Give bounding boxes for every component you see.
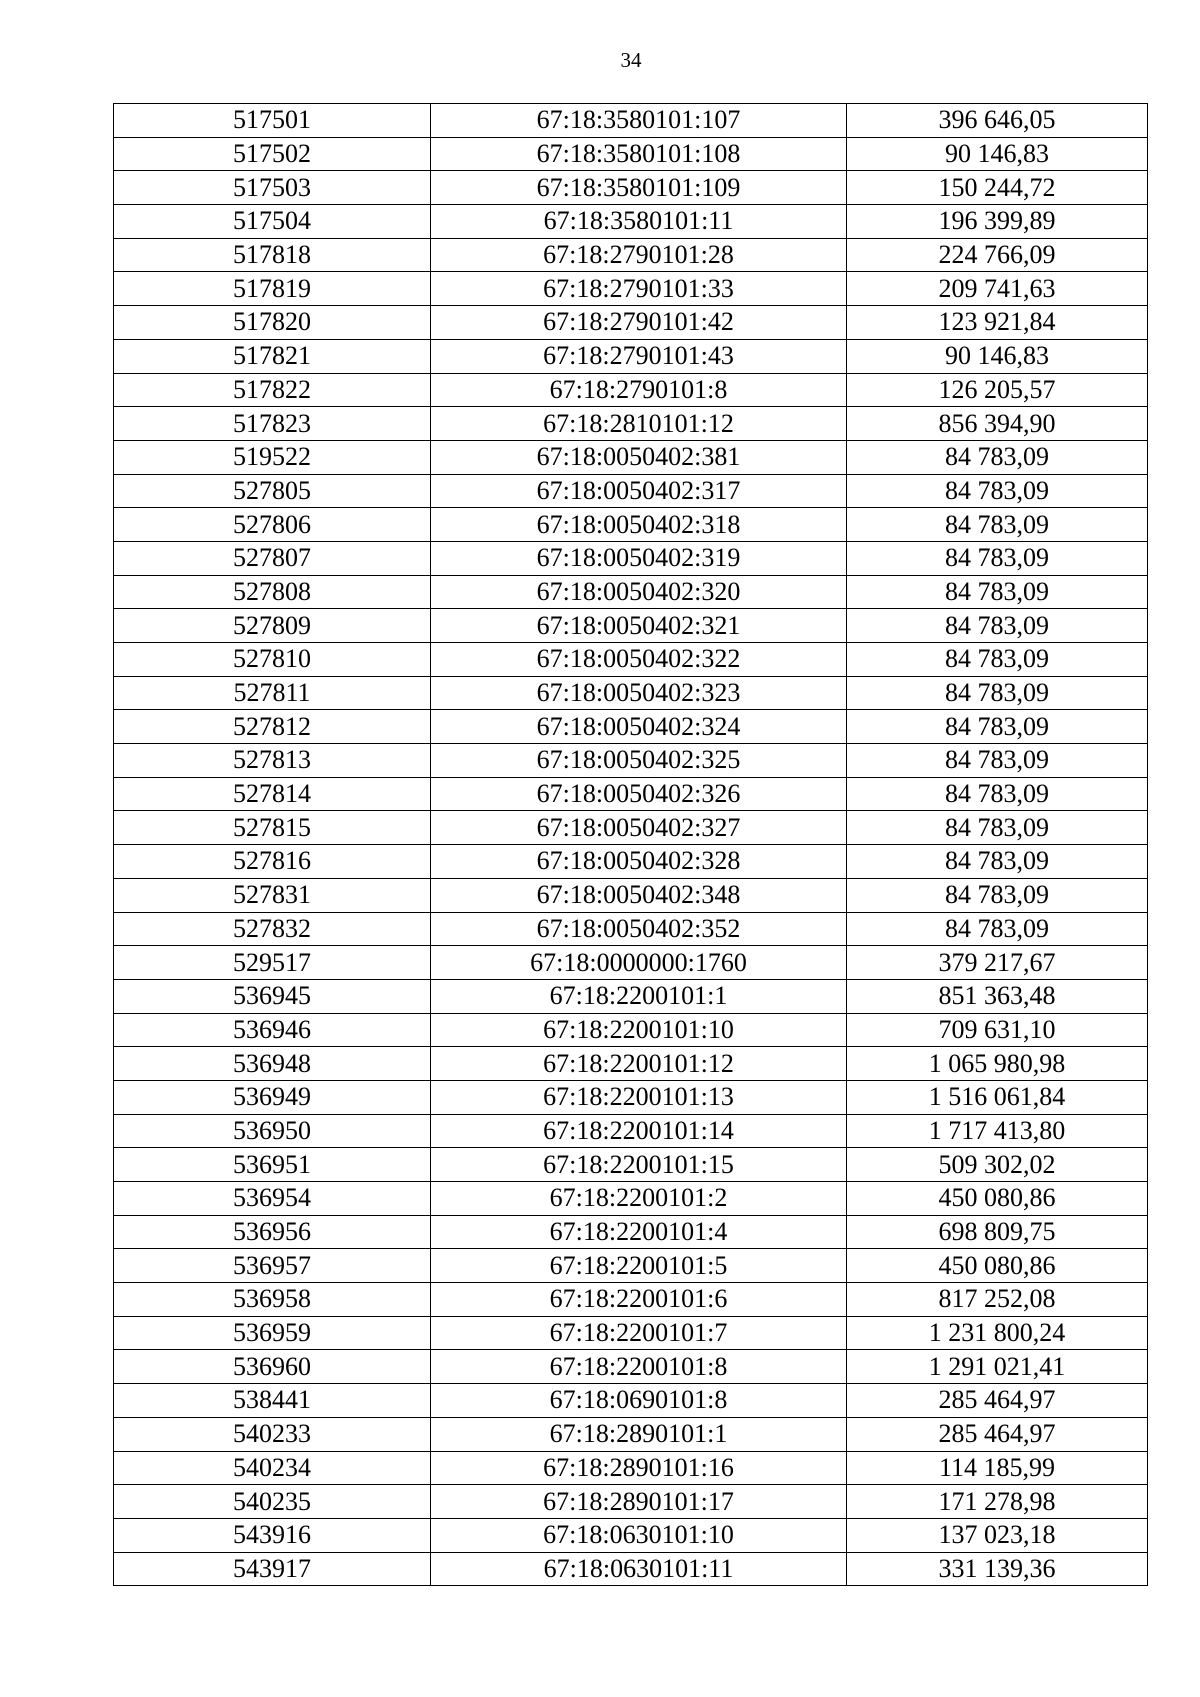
amount-cell: 851 363,48 — [847, 979, 1148, 1013]
amount-cell: 1 291 021,41 — [847, 1350, 1148, 1384]
amount-cell: 84 783,09 — [847, 508, 1148, 542]
amount-cell: 450 080,86 — [847, 1249, 1148, 1283]
amount-cell: 285 464,97 — [847, 1384, 1148, 1418]
table-row — [114, 373, 1148, 407]
table-row — [114, 238, 1148, 272]
record-number-cell: 536949 — [114, 1080, 431, 1114]
table-row — [114, 878, 1148, 912]
amount-cell: 171 278,98 — [847, 1485, 1148, 1519]
table-row — [114, 1350, 1148, 1384]
table-row — [114, 1518, 1148, 1552]
amount-cell: 709 631,10 — [847, 1013, 1148, 1047]
amount-cell: 84 783,09 — [847, 811, 1148, 845]
cadastral-number-cell: 67:18:2200101:6 — [431, 1283, 847, 1317]
table-row — [114, 1485, 1148, 1519]
cadastral-number-cell: 67:18:0050402:348 — [431, 878, 847, 912]
record-number-cell: 517504 — [114, 205, 431, 239]
table-row — [114, 1148, 1148, 1182]
record-number-cell: 527831 — [114, 878, 431, 912]
record-number-cell: 517818 — [114, 238, 431, 272]
cadastral-number-cell: 67:18:2200101:5 — [431, 1249, 847, 1283]
record-number-cell: 519522 — [114, 440, 431, 474]
record-number-cell: 517501 — [114, 104, 431, 138]
record-number-cell: 529517 — [114, 946, 431, 980]
cadastral-number-cell: 67:18:3580101:108 — [431, 137, 847, 171]
table-row — [114, 676, 1148, 710]
amount-cell: 123 921,84 — [847, 306, 1148, 340]
table-row — [114, 508, 1148, 542]
cadastral-number-cell: 67:18:2200101:15 — [431, 1148, 847, 1182]
table-row — [114, 1215, 1148, 1249]
cadastral-number-cell: 67:18:0050402:381 — [431, 440, 847, 474]
cadastral-number-cell: 67:18:0050402:317 — [431, 474, 847, 508]
cadastral-number-cell: 67:18:0050402:321 — [431, 609, 847, 643]
cadastral-number-cell: 67:18:0050402:352 — [431, 912, 847, 946]
record-number-cell: 536958 — [114, 1283, 431, 1317]
table-row — [114, 1013, 1148, 1047]
amount-cell: 84 783,09 — [847, 575, 1148, 609]
cadastral-number-cell: 67:18:0050402:324 — [431, 710, 847, 744]
amount-cell: 90 146,83 — [847, 339, 1148, 373]
record-number-cell: 527807 — [114, 541, 431, 575]
record-number-cell: 536951 — [114, 1148, 431, 1182]
amount-cell: 114 185,99 — [847, 1451, 1148, 1485]
table-row — [114, 811, 1148, 845]
record-number-cell: 517823 — [114, 407, 431, 441]
amount-cell: 285 464,97 — [847, 1417, 1148, 1451]
record-number-cell: 543917 — [114, 1552, 431, 1586]
record-number-cell: 527814 — [114, 777, 431, 811]
record-number-cell: 527808 — [114, 575, 431, 609]
record-number-cell: 527806 — [114, 508, 431, 542]
cadastral-number-cell: 67:18:2790101:8 — [431, 373, 847, 407]
table-row — [114, 575, 1148, 609]
table-row — [114, 946, 1148, 980]
record-number-cell: 536957 — [114, 1249, 431, 1283]
amount-cell: 137 023,18 — [847, 1518, 1148, 1552]
record-number-cell: 540235 — [114, 1485, 431, 1519]
record-number-cell: 517503 — [114, 171, 431, 205]
table-row — [114, 272, 1148, 306]
cadastral-number-cell: 67:18:0050402:320 — [431, 575, 847, 609]
cadastral-number-cell: 67:18:0050402:325 — [431, 744, 847, 778]
cadastral-number-cell: 67:18:3580101:109 — [431, 171, 847, 205]
table-body — [114, 104, 1148, 1586]
amount-cell: 84 783,09 — [847, 541, 1148, 575]
record-number-cell: 536950 — [114, 1114, 431, 1148]
amount-cell: 84 783,09 — [847, 878, 1148, 912]
amount-cell: 331 139,36 — [847, 1552, 1148, 1586]
cadastral-number-cell: 67:18:0050402:318 — [431, 508, 847, 542]
record-number-cell: 543916 — [114, 1518, 431, 1552]
record-number-cell: 536956 — [114, 1215, 431, 1249]
amount-cell: 509 302,02 — [847, 1148, 1148, 1182]
table-row — [114, 777, 1148, 811]
amount-cell: 209 741,63 — [847, 272, 1148, 306]
data-table — [113, 103, 1148, 1586]
amount-cell: 1 717 413,80 — [847, 1114, 1148, 1148]
record-number-cell: 540233 — [114, 1417, 431, 1451]
amount-cell: 126 205,57 — [847, 373, 1148, 407]
cadastral-number-cell: 67:18:2790101:43 — [431, 339, 847, 373]
table-row — [114, 205, 1148, 239]
cadastral-number-cell: 67:18:0630101:11 — [431, 1552, 847, 1586]
cadastral-number-cell: 67:18:2200101:14 — [431, 1114, 847, 1148]
table-row — [114, 1114, 1148, 1148]
table-row — [114, 1182, 1148, 1216]
cadastral-number-cell: 67:18:2200101:10 — [431, 1013, 847, 1047]
cadastral-number-cell: 67:18:2200101:4 — [431, 1215, 847, 1249]
cadastral-number-cell: 67:18:2810101:12 — [431, 407, 847, 441]
cadastral-number-cell: 67:18:2790101:28 — [431, 238, 847, 272]
record-number-cell: 527805 — [114, 474, 431, 508]
amount-cell: 84 783,09 — [847, 845, 1148, 879]
record-number-cell: 536954 — [114, 1182, 431, 1216]
amount-cell: 84 783,09 — [847, 744, 1148, 778]
record-number-cell: 536948 — [114, 1047, 431, 1081]
table-row — [114, 1552, 1148, 1586]
record-number-cell: 536945 — [114, 979, 431, 1013]
cadastral-number-cell: 67:18:3580101:107 — [431, 104, 847, 138]
amount-cell: 84 783,09 — [847, 676, 1148, 710]
amount-cell: 84 783,09 — [847, 912, 1148, 946]
amount-cell: 84 783,09 — [847, 643, 1148, 677]
table-row — [114, 1047, 1148, 1081]
table-row — [114, 1080, 1148, 1114]
cadastral-number-cell: 67:18:0050402:323 — [431, 676, 847, 710]
record-number-cell: 517819 — [114, 272, 431, 306]
amount-cell: 698 809,75 — [847, 1215, 1148, 1249]
record-number-cell: 540234 — [114, 1451, 431, 1485]
record-number-cell: 527811 — [114, 676, 431, 710]
table-row — [114, 912, 1148, 946]
record-number-cell: 527832 — [114, 912, 431, 946]
table-row — [114, 474, 1148, 508]
record-number-cell: 527812 — [114, 710, 431, 744]
record-number-cell: 517502 — [114, 137, 431, 171]
table-row — [114, 1316, 1148, 1350]
amount-cell: 84 783,09 — [847, 609, 1148, 643]
record-number-cell: 538441 — [114, 1384, 431, 1418]
amount-cell: 84 783,09 — [847, 777, 1148, 811]
cadastral-number-cell: 67:18:2200101:1 — [431, 979, 847, 1013]
table-row — [114, 1384, 1148, 1418]
table-row — [114, 710, 1148, 744]
amount-cell: 84 783,09 — [847, 474, 1148, 508]
amount-cell: 1 516 061,84 — [847, 1080, 1148, 1114]
record-number-cell: 536946 — [114, 1013, 431, 1047]
record-number-cell: 527813 — [114, 744, 431, 778]
amount-cell: 379 217,67 — [847, 946, 1148, 980]
record-number-cell: 517822 — [114, 373, 431, 407]
cadastral-number-cell: 67:18:0630101:10 — [431, 1518, 847, 1552]
table-row — [114, 306, 1148, 340]
table-row — [114, 104, 1148, 138]
cadastral-number-cell: 67:18:2790101:33 — [431, 272, 847, 306]
amount-cell: 84 783,09 — [847, 440, 1148, 474]
amount-cell: 1 065 980,98 — [847, 1047, 1148, 1081]
record-number-cell: 536960 — [114, 1350, 431, 1384]
cadastral-number-cell: 67:18:0050402:327 — [431, 811, 847, 845]
table-row — [114, 744, 1148, 778]
cadastral-number-cell: 67:18:0050402:319 — [431, 541, 847, 575]
amount-cell: 396 646,05 — [847, 104, 1148, 138]
table-row — [114, 1249, 1148, 1283]
table-row — [114, 1417, 1148, 1451]
table-row — [114, 1283, 1148, 1317]
amount-cell: 150 244,72 — [847, 171, 1148, 205]
amount-cell: 817 252,08 — [847, 1283, 1148, 1317]
table-row — [114, 440, 1148, 474]
table-row — [114, 643, 1148, 677]
amount-cell: 1 231 800,24 — [847, 1316, 1148, 1350]
cadastral-number-cell: 67:18:2790101:42 — [431, 306, 847, 340]
record-number-cell: 527809 — [114, 609, 431, 643]
cadastral-number-cell: 67:18:2890101:17 — [431, 1485, 847, 1519]
amount-cell: 224 766,09 — [847, 238, 1148, 272]
amount-cell: 84 783,09 — [847, 710, 1148, 744]
amount-cell: 450 080,86 — [847, 1182, 1148, 1216]
table-row — [114, 845, 1148, 879]
cadastral-number-cell: 67:18:2200101:8 — [431, 1350, 847, 1384]
table-row — [114, 609, 1148, 643]
table-row — [114, 541, 1148, 575]
record-number-cell: 527816 — [114, 845, 431, 879]
amount-cell: 856 394,90 — [847, 407, 1148, 441]
cadastral-number-cell: 67:18:3580101:11 — [431, 205, 847, 239]
record-number-cell: 527810 — [114, 643, 431, 677]
cadastral-number-cell: 67:18:0000000:1760 — [431, 946, 847, 980]
amount-cell: 196 399,89 — [847, 205, 1148, 239]
record-number-cell: 517821 — [114, 339, 431, 373]
cadastral-number-cell: 67:18:2200101:2 — [431, 1182, 847, 1216]
table-row — [114, 339, 1148, 373]
cadastral-number-cell: 67:18:2890101:16 — [431, 1451, 847, 1485]
cadastral-number-cell: 67:18:0050402:326 — [431, 777, 847, 811]
record-number-cell: 536959 — [114, 1316, 431, 1350]
cadastral-number-cell: 67:18:0690101:8 — [431, 1384, 847, 1418]
cadastral-number-cell: 67:18:2200101:12 — [431, 1047, 847, 1081]
cadastral-number-cell: 67:18:2200101:7 — [431, 1316, 847, 1350]
table-row — [114, 171, 1148, 205]
cadastral-number-cell: 67:18:0050402:322 — [431, 643, 847, 677]
table-row — [114, 1451, 1148, 1485]
amount-cell: 90 146,83 — [847, 137, 1148, 171]
cadastral-number-cell: 67:18:2200101:13 — [431, 1080, 847, 1114]
cadastral-number-cell: 67:18:0050402:328 — [431, 845, 847, 879]
page-number: 34 — [620, 48, 642, 72]
record-number-cell: 517820 — [114, 306, 431, 340]
table-row — [114, 407, 1148, 441]
record-number-cell: 527815 — [114, 811, 431, 845]
cadastral-number-cell: 67:18:2890101:1 — [431, 1417, 847, 1451]
table-row — [114, 137, 1148, 171]
table-row — [114, 979, 1148, 1013]
